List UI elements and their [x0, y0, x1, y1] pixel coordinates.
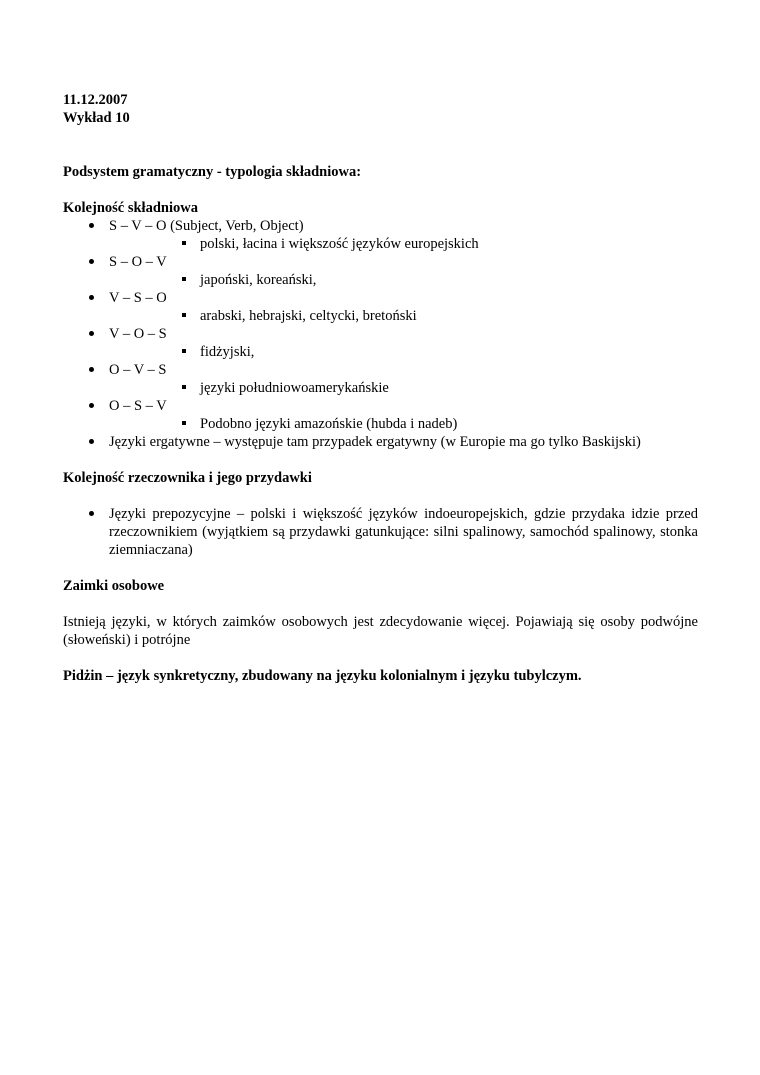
word-order-languages: japoński, koreański, — [63, 271, 698, 289]
word-order-languages: języki południowoamerykańskie — [63, 379, 698, 397]
word-order-languages: fidżyjski, — [63, 343, 698, 361]
word-order-heading: Kolejność składniowa — [63, 200, 198, 216]
word-order-languages: arabski, hebrajski, celtycki, bretoński — [63, 307, 698, 325]
word-order-item: V – O – S — [63, 325, 698, 343]
prepositional-languages-item: Języki prepozycyjne – polski i większość języków indoeuropejskich, gdzie przydaka idzie przed rzeczownikiem (wyjątkiem są przydawki gatunkujące: silni spalinowy, samochód spalinowy, stonka ziemniaczana) — [63, 505, 698, 559]
word-order-item: S – V – O (Subject, Verb, Object) — [63, 217, 698, 235]
lecture-title: Wykład 10 — [63, 110, 130, 126]
word-order-item: O – S – V — [63, 397, 698, 415]
pronouns-paragraph: Istnieją języki, w których zaimków osobowych jest zdecydowanie więcej. Pojawiają się osoby podwójne (słoweński) i potrójne — [63, 614, 698, 648]
word-order-languages: polski, łacina i większość języków europejskich — [63, 235, 698, 253]
word-order-item: V – S – O — [63, 289, 698, 307]
ergative-languages-item: Języki ergatywne – występuje tam przypadek ergatywny (w Europie ma go tylko Baskijski) — [63, 433, 698, 451]
document-date: 11.12.2007 — [63, 92, 128, 108]
noun-attribute-heading: Kolejność rzeczownika i jego przydawki — [63, 470, 312, 486]
pidgin-definition: Pidżin – język synkretyczny, zbudowany na języku kolonialnym i języku tubylczym. — [63, 668, 582, 684]
word-order-languages: Podobno języki amazońskie (hubda i nadeb) — [63, 415, 698, 433]
word-order-list — [63, 217, 698, 451]
word-order-item: S – O – V — [63, 253, 698, 271]
noun-attribute-list — [63, 505, 698, 559]
word-order-item: O – V – S — [63, 361, 698, 379]
pronouns-heading: Zaimki osobowe — [63, 578, 165, 594]
main-heading: Podsystem gramatyczny - typologia składniowa: — [63, 164, 362, 180]
document-page — [63, 91, 698, 685]
